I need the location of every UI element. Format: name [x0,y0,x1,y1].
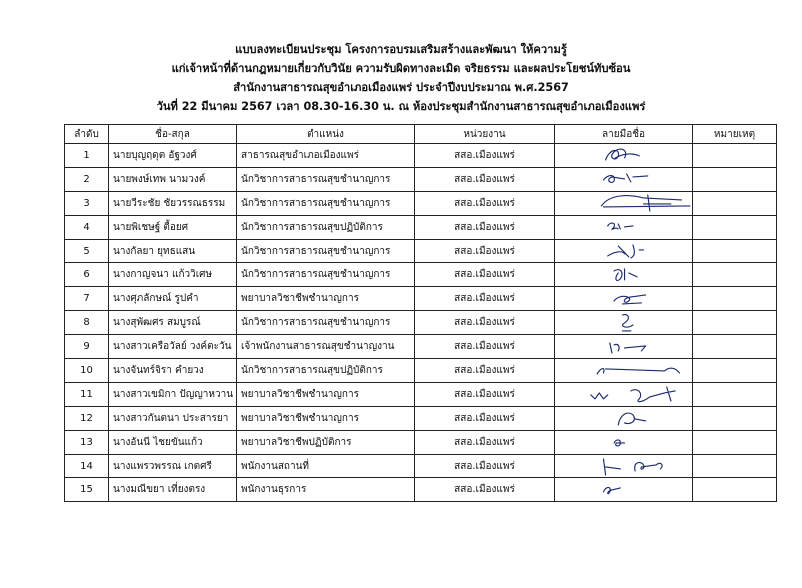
row-signature [555,287,693,311]
row-unit: สสอ.เมืองแพร่ [415,335,555,359]
row-position: นักวิชาการสาธารณสุขปฏิบัติการ [237,215,415,239]
handwritten-signature [555,168,692,191]
row-position: นักวิชาการสาธารณสุขชำนาญการ [237,191,415,215]
row-position: นักวิชาการสาธารณสุขชำนาญการ [237,239,415,263]
handwritten-signature [555,407,692,430]
row-name: นางจันทร์จิรา คำยวง [109,359,237,383]
handwritten-signature [555,240,692,263]
row-signature [555,478,693,502]
column-header-unit: หน่วยงาน [415,125,555,144]
row-name: นางมณีขยา เที่ยงตรง [109,478,237,502]
row-unit: สสอ.เมืองแพร่ [415,287,555,311]
table-row [65,215,777,239]
row-note [693,359,777,383]
registration-table [64,124,777,502]
row-signature [555,335,693,359]
row-number: 3 [65,191,109,215]
row-name: นางกาญจนา แก้ววิเศษ [109,263,237,287]
row-name: นางสุพัฒศร สมบูรณ์ [109,311,237,335]
table-row [65,191,777,215]
row-position: นักวิชาการสาธารณสุขชำนาญการ [237,263,415,287]
row-number: 7 [65,287,109,311]
handwritten-signature [555,383,692,406]
column-header-note: หมายเหตุ [693,125,777,144]
row-unit: สสอ.เมืองแพร่ [415,430,555,454]
row-number: 9 [65,335,109,359]
row-unit: สสอ.เมืองแพร่ [415,239,555,263]
row-number: 10 [65,359,109,383]
handwritten-signature [555,192,692,215]
header-line-1: แบบลงทะเบียนประชุม โครงการอบรมเสริมสร้างและพัฒนา ให้ความรู้ [235,43,567,56]
row-name: นางกัลยา ยุทธแสน [109,239,237,263]
row-position: นักวิชาการสาธารณสุขปฏิบัติการ [237,359,415,383]
handwritten-signature [555,455,692,478]
row-position: พยาบาลวิชาชีพชำนาญการ [237,406,415,430]
row-position: พยาบาลวิชาชีพปฏิบัติการ [237,430,415,454]
handwritten-signature [555,359,692,382]
row-position: นักวิชาการสาธารณสุขชำนาญการ [237,311,415,335]
row-name: นางสาวเครือวัลย์ วงค์ตะวัน [109,335,237,359]
table-row [65,406,777,430]
row-unit: สสอ.เมืองแพร่ [415,191,555,215]
row-name: นายพิเชษฐ์ ตื้อยศ [109,215,237,239]
row-position: เจ้าพนักงานสาธารณสุขชำนาญงาน [237,335,415,359]
row-note [693,144,777,168]
row-number: 14 [65,454,109,478]
row-signature [555,167,693,191]
row-unit: สสอ.เมืองแพร่ [415,406,555,430]
handwritten-signature [555,478,692,501]
table-row [65,359,777,383]
header-line-3: สำนักงานสาธารณสุขอำเภอเมืองแพร่ ประจำปีงบประมาณ พ.ศ.2567 [233,81,569,94]
row-note [693,239,777,263]
handwritten-signature [555,311,692,334]
row-name: นายวีระชัย ชัยวรรณธรรม [109,191,237,215]
row-position: นักวิชาการสาธารณสุขชำนาญการ [237,167,415,191]
table-row [65,287,777,311]
row-name: นางอันนี ไชยขันแก้ว [109,430,237,454]
header-line-2: แก่เจ้าหน้าที่ด้านกฎหมายเกี่ยวกับวินัย ความรับผิดทางละเมิด จริยธรรม และผลประโยชน์ทับซ้อน [171,62,631,75]
row-name: นายบุญฤดุต อัฐวงศ์ [109,144,237,168]
row-signature [555,454,693,478]
row-signature [555,406,693,430]
row-note [693,287,777,311]
row-number: 1 [65,144,109,168]
row-note [693,167,777,191]
row-position: สาธารณสุขอำเภอเมืองแพร่ [237,144,415,168]
row-unit: สสอ.เมืองแพร่ [415,144,555,168]
row-unit: สสอ.เมืองแพร่ [415,215,555,239]
row-note [693,191,777,215]
handwritten-signature [555,144,692,167]
row-unit: สสอ.เมืองแพร่ [415,478,555,502]
table-row [65,167,777,191]
row-signature [555,239,693,263]
table-row [65,430,777,454]
row-unit: สสอ.เมืองแพร่ [415,454,555,478]
row-note [693,454,777,478]
row-position: พนักงานธุรการ [237,478,415,502]
row-signature [555,430,693,454]
handwritten-signature [555,431,692,454]
column-header-position: ตำแหน่ง [237,125,415,144]
row-signature [555,144,693,168]
table-header-row [65,125,777,144]
row-note [693,478,777,502]
row-number: 11 [65,382,109,406]
handwritten-signature [555,263,692,286]
row-number: 6 [65,263,109,287]
row-unit: สสอ.เมืองแพร่ [415,263,555,287]
row-number: 12 [65,406,109,430]
table-row [65,454,777,478]
row-unit: สสอ.เมืองแพร่ [415,311,555,335]
table-row [65,263,777,287]
row-signature [555,359,693,383]
document-header [0,40,802,116]
table-row [65,144,777,168]
row-note [693,311,777,335]
header-line-4: วันที่ 22 มีนาคม 2567 เวลา 08.30-16.30 น. ณ ห้องประชุมสำนักงานสาธารณสุขอำเภอเมืองแพร่ [156,100,646,113]
handwritten-signature [555,287,692,310]
column-header-signature: ลายมือชื่อ [555,125,693,144]
table-row [65,478,777,502]
row-position: พยาบาลวิชาชีพชำนาญการ [237,382,415,406]
row-number: 8 [65,311,109,335]
row-name: นางศุภลักษณ์ รูปคำ [109,287,237,311]
row-number: 15 [65,478,109,502]
handwritten-signature [555,216,692,239]
row-unit: สสอ.เมืองแพร่ [415,167,555,191]
row-position: พนักงานสถานที่ [237,454,415,478]
row-signature [555,215,693,239]
row-note [693,406,777,430]
row-signature [555,311,693,335]
row-number: 4 [65,215,109,239]
row-signature [555,263,693,287]
row-unit: สสอ.เมืองแพร่ [415,359,555,383]
row-note [693,263,777,287]
row-name: นางแพรวพรรณ เกตศรี [109,454,237,478]
handwritten-signature [555,335,692,358]
row-number: 13 [65,430,109,454]
row-number: 5 [65,239,109,263]
row-note [693,335,777,359]
row-name: นางสาวเขมิกา ปัญญาหวาน [109,382,237,406]
table-row [65,382,777,406]
table-row [65,239,777,263]
row-note [693,215,777,239]
table-row [65,335,777,359]
row-signature [555,382,693,406]
row-unit: สสอ.เมืองแพร่ [415,382,555,406]
row-name: นายพงษ์เทพ นามวงค์ [109,167,237,191]
row-position: พยาบาลวิชาชีพชำนาญการ [237,287,415,311]
row-note [693,430,777,454]
row-note [693,382,777,406]
row-signature [555,191,693,215]
column-header-no: ลำดับ [65,125,109,144]
column-header-name: ชื่อ-สกุล [109,125,237,144]
table-row [65,311,777,335]
row-name: นางสาวกันตนา ประสารยา [109,406,237,430]
row-number: 2 [65,167,109,191]
